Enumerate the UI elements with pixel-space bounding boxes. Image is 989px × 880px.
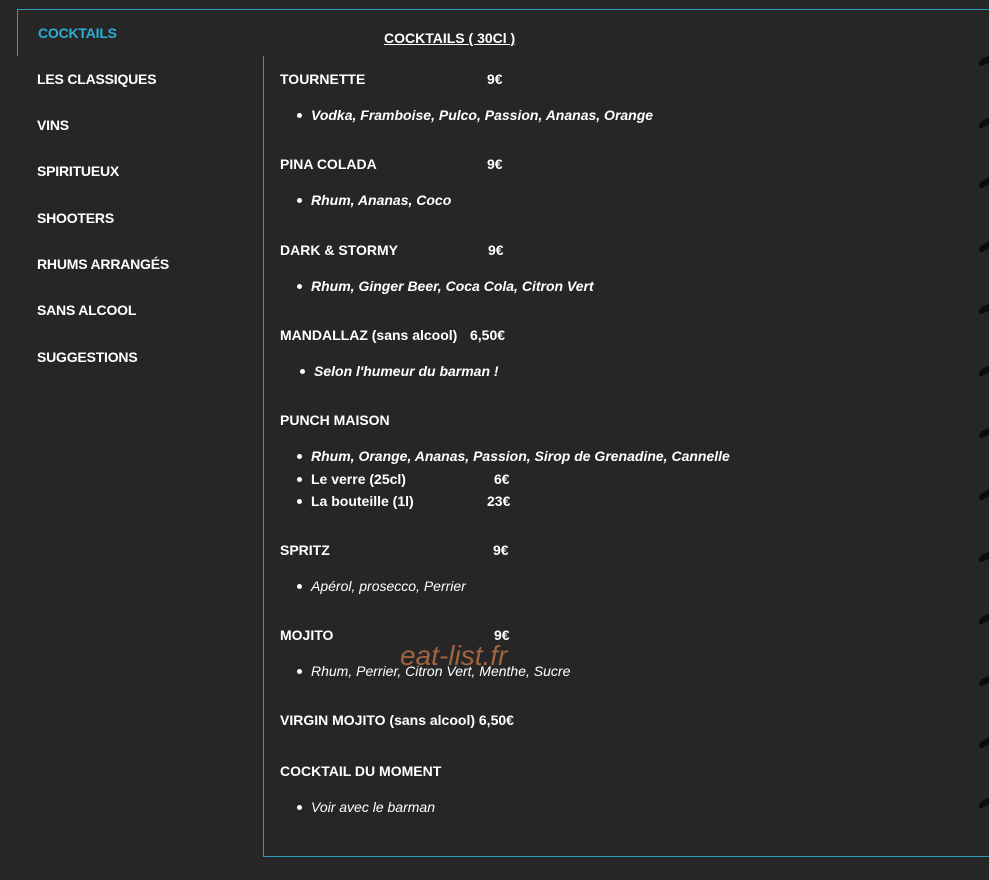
leaf-icon [979,676,989,688]
item-name-cocktail-du-moment: COCKTAIL DU MOMENT [280,763,442,779]
leaf-icon [979,366,989,378]
leaf-icon [979,304,989,316]
leaf-icon [979,738,989,750]
panel-title: COCKTAILS ( 30Cl ) [384,30,516,46]
leaf-icon [979,490,989,502]
item-price-bottle: 23€ [487,493,511,509]
item-name-mandallaz: MANDALLAZ (sans alcool) [280,327,458,343]
bullet-icon [297,499,302,504]
item-name-mojito: MOJITO [280,627,334,643]
item-name-tournette: TOURNETTE [280,71,366,87]
tab-sans-alcool[interactable]: SANS ALCOOL [37,302,137,318]
leaf-icon [979,428,989,440]
item-price-spritz: 9€ [493,542,509,558]
item-desc-pina-colada: Rhum, Ananas, Coco [297,192,451,208]
tab-les-classiques[interactable]: LES CLASSIQUES [37,71,157,87]
item-price-glass: 6€ [494,471,510,487]
bullet-icon [297,477,302,482]
item-desc-punch-maison: Rhum, Orange, Ananas, Passion, Sirop de Grenadine, Cannelle [297,448,730,464]
tab-suggestions[interactable]: SUGGESTIONS [37,349,138,365]
item-name-spritz: SPRITZ [280,542,330,558]
leaf-icon [979,178,989,190]
tab-spiritueux[interactable]: SPIRITUEUX [37,163,120,179]
cocktails-panel [263,9,989,857]
leaf-icon [979,614,989,626]
item-price-pina-colada: 9€ [487,156,503,172]
item-name-punch-maison: PUNCH MAISON [280,412,390,428]
item-desc-mandallaz: Selon l'humeur du barman ! [300,363,499,379]
item-name-pina-colada: PINA COLADA [280,156,377,172]
item-desc-mojito: Rhum, Perrier, Citron Vert, Menthe, Sucre [297,663,570,679]
bullet-icon [300,369,305,374]
edge-decoration [977,0,989,880]
tab-rhums-arranges[interactable]: RHUMS ARRANGÉS [37,256,170,272]
item-price-tournette: 9€ [487,71,503,87]
item-name-dark-stormy: DARK & STORMY [280,242,398,258]
bullet-icon [297,284,302,289]
tab-cocktails[interactable]: COCKTAILS [17,9,265,56]
item-desc-tournette: Vodka, Framboise, Pulco, Passion, Ananas, Orange [297,107,653,123]
item-desc-cocktail-du-moment: Voir avec le barman [297,799,435,815]
leaf-icon [979,552,989,564]
item-price-mojito: 9€ [494,627,510,643]
item-desc-spritz: Apérol, prosecco, Perrier [297,578,466,594]
item-option-glass: Le verre (25cl) [297,471,406,487]
bullet-icon [297,805,302,810]
tab-shooters[interactable]: SHOOTERS [37,210,114,226]
item-option-bottle: La bouteille (1l) [297,493,414,509]
bullet-icon [297,454,302,459]
leaf-icon [979,798,989,810]
leaf-icon [979,118,989,130]
bullet-icon [297,113,302,118]
tab-vins[interactable]: VINS [37,117,69,133]
leaf-icon [979,56,989,68]
item-price-dark-stormy: 9€ [488,242,504,258]
watermark: eat-list.fr [400,640,508,671]
leaf-icon [979,242,989,254]
item-name-virgin-mojito: VIRGIN MOJITO (sans alcool) 6,50€ [280,712,514,728]
item-price-mandallaz: 6,50€ [470,327,506,343]
bullet-icon [297,198,302,203]
bullet-icon [297,584,302,589]
bullet-icon [297,669,302,674]
item-desc-dark-stormy: Rhum, Ginger Beer, Coca Cola, Citron Vert [297,278,594,294]
